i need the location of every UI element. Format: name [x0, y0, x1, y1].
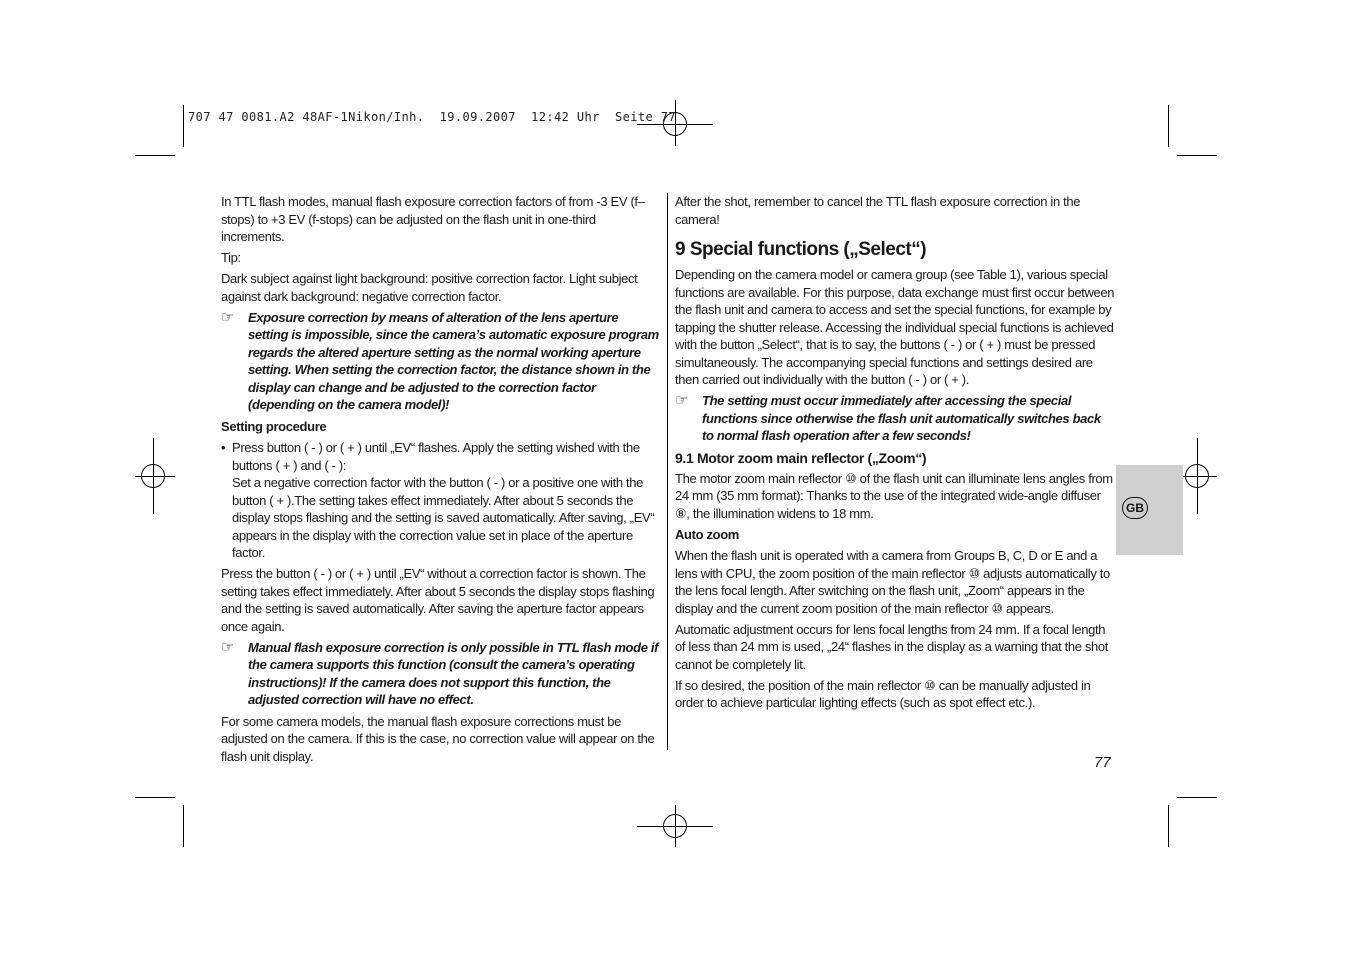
- note-text: Manual flash exposure correction is only possible in TTL flash mode if the camera supports this function (consult the camera’s operating instructions)! If the camera does not support this function, the adjusted correction will have no effect.: [248, 639, 659, 707]
- note: [221, 309, 659, 414]
- pointing-hand-icon: ☞: [221, 308, 235, 326]
- note-text: Exposure correction by means of alteration of the lens aperture setting is impossible, since the camera’s automatic exposure program regards the altered aperture setting as the normal working aperture setting. When setting the correction factor, the distance shown in the display can change and be adjusted to the correction factor (depending on the camera model)!: [248, 309, 659, 412]
- paragraph: Automatic adjustment occurs for lens focal lengths from 24 mm. If a focal length of less than 24 mm is used, „24“ flashes in the display as a warning that the shot cannot be completely lit.: [675, 621, 1109, 672]
- bullet-text: Press button ( - ) or ( + ) until „EV“ flashes. Apply the setting wished with the buttons ( + ) and ( - ):: [232, 440, 640, 473]
- column-divider: [667, 193, 668, 750]
- subsection-heading: Auto zoom: [675, 526, 740, 542]
- crop-mark: [1177, 797, 1217, 798]
- right-column: [675, 193, 1115, 715]
- crop-mark: [1177, 155, 1217, 156]
- crop-mark: [183, 105, 184, 147]
- crop-mark: [183, 805, 184, 847]
- paragraph: The motor zoom main reflector ⑩ of the flash unit can illuminate lens angles from 24 mm (35 mm format): Thanks to the use of the integrated wide-angle diffuser ⑧, the illumination widens to 18 mm.: [675, 470, 1113, 521]
- bullet-icon: •: [221, 440, 226, 455]
- note: [675, 392, 1115, 445]
- crop-mark: [135, 155, 175, 156]
- note: [221, 639, 659, 709]
- section-heading: Setting procedure: [221, 418, 327, 434]
- paragraph: After the shot, remember to cancel the TTL flash exposure correction in the camera!: [675, 194, 1081, 227]
- paragraph: If so desired, the position of the main reflector ⑩ can be manually adjusted in order to achieve particular lighting effects (such as spot effect etc.).: [675, 677, 1091, 710]
- bullet-text: Set a negative correction factor with the button ( - ) or a positive one with the button ( + ).The setting takes effect immediately. After about 5 seconds the display stops flashing and the setting is saved automatically. After saving, „EV“ appears in the display with the correction value set in place of the aperture factor.: [232, 475, 655, 560]
- paragraph: For some camera models, the manual flash exposure corrections must be adjusted on the camera. If this is the case, no correction value will appear on the flash unit display.: [221, 713, 655, 764]
- paragraph: Press the button ( - ) or ( + ) until „EV“ without a correction factor is shown. The setting takes effect immediately. After about 5 seconds the display stops flashing and the setting is saved automatically. After saving the aperture factor appears once again.: [221, 566, 655, 634]
- tip-label: Tip:: [221, 250, 241, 265]
- crop-mark: [1168, 105, 1169, 147]
- list-item: [221, 439, 659, 562]
- language-badge: GB: [1122, 497, 1148, 519]
- print-slug: 707 47 0081.A2 48AF-1Nikon/Inh. 19.09.2007 12:42 Uhr Seite 77: [188, 110, 676, 124]
- paragraph: Depending on the camera model or camera group (see Table 1), various special functions are available. For this purpose, data exchange must first occur between the flash unit and camera to access and set the special functions, for example by tapping the shutter release. Accessing the individual special functions is achieved with the button „Select“, that is to say, the buttons ( - ) or ( + ) must be pressed simultaneously. The accompanying special functions and settings desired are then carried out individually with the button ( - ) or ( + ).: [675, 267, 1115, 387]
- subsection-title: 9.1 Motor zoom main reflector („Zoom“): [675, 449, 927, 466]
- note-text: The setting must occur immediately after accessing the special functions since otherwise the flash unit automatically switches back to normal flash operation after a few seconds!: [702, 393, 1101, 443]
- pointing-hand-icon: ☞: [675, 392, 689, 409]
- pointing-hand-icon: ☞: [221, 638, 235, 656]
- section-title: 9 Special functions („Select“): [675, 239, 927, 260]
- left-column: [221, 193, 659, 769]
- crop-mark: [135, 797, 175, 798]
- paragraph: When the flash unit is operated with a camera from Groups B, C, D or E and a lens with CPU, the zoom position of the main reflector ⑩ adjusts automatically to the lens focal length. After switching on the flash unit, „Zoom“ appears in the display and the current zoom position of the main reflector ⑩ appears.: [675, 548, 1110, 616]
- paragraph: In TTL flash modes, manual flash exposure correction factors of from -3 EV (f–stops) to +3 EV (f-stops) can be adjusted on the flash unit in one-third increments.: [221, 194, 645, 244]
- page-number: 77: [1094, 754, 1111, 771]
- paragraph: Dark subject against light background: positive correction factor. Light subject against dark background: negative correction factor.: [221, 271, 638, 304]
- crop-mark: [1168, 805, 1169, 847]
